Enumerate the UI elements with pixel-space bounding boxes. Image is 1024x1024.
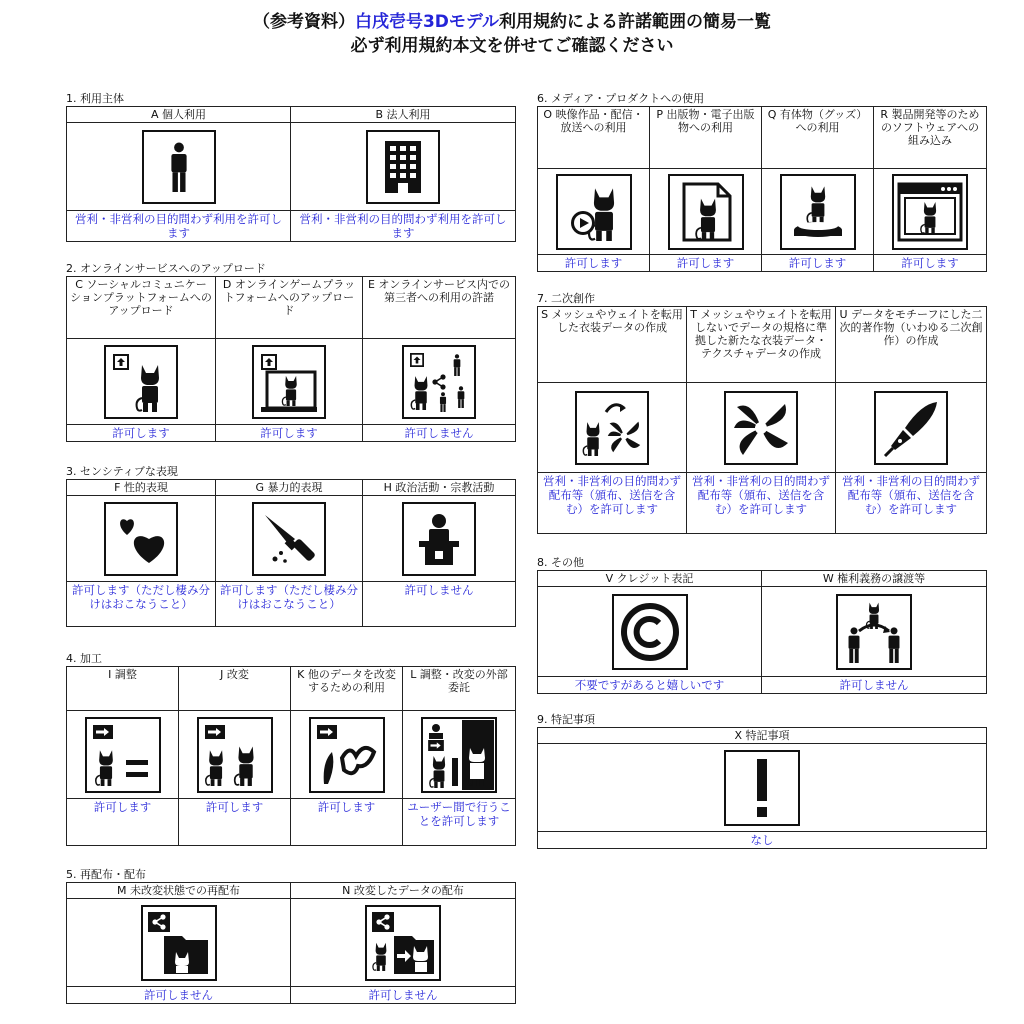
title-line-1	[0, 10, 1024, 34]
section-table	[66, 276, 516, 442]
cell-status: 許可します	[901, 256, 959, 270]
cell-f	[67, 480, 216, 626]
section-title: 9. 特記事項	[537, 713, 595, 726]
cell-r	[874, 107, 986, 271]
section-8	[537, 556, 987, 694]
cell-head: I 調整	[67, 667, 178, 711]
cell-head: N 改変したデータの配布	[291, 883, 515, 899]
cell-status: 許可します（ただし棲み分けはおこなうこと）	[220, 583, 358, 611]
cell-status: 許可しません	[404, 583, 474, 597]
cell-n	[291, 883, 515, 1003]
cell-status: ユーザー間で行うことを許可します	[407, 800, 511, 828]
parts-icon	[309, 717, 385, 793]
cell-k	[291, 667, 403, 845]
section-table	[66, 479, 516, 627]
cell-e	[363, 277, 515, 441]
cell-head: D オンラインゲームプラットフォームへのアップロード	[216, 277, 362, 339]
cell-status: 許可します	[93, 800, 152, 814]
share-users-icon	[402, 345, 476, 419]
cell-o	[538, 107, 650, 271]
cell-head: W 権利義務の譲渡等	[762, 571, 986, 587]
cell-head: X 特記事項	[538, 728, 986, 744]
section-6	[537, 92, 987, 272]
cell-status: 許可します	[676, 256, 735, 270]
person-icon	[142, 130, 216, 204]
title-line-2: 必ず利用規約本文を併せてご確認ください	[350, 36, 674, 56]
cell-status: 許可しません	[144, 988, 213, 1002]
cell-head: U データをモチーフにした二次的著作物（いわゆる二次創作）の作成	[836, 307, 986, 383]
section-table	[537, 306, 987, 534]
transfer-rights-icon	[836, 594, 912, 670]
cell-head: Q 有体物（グッズ）への利用	[762, 107, 873, 169]
cell-t	[687, 307, 836, 533]
cell-b	[291, 107, 515, 241]
section-title: 2. オンラインサービスへのアップロード	[66, 262, 266, 275]
cell-head: T メッシュやウェイトを転用しないでデータの規格に準拠した新たな衣装データ・テクスチャデータの作成	[687, 307, 835, 383]
cell-head: C ソーシャルコミュニケーションプラットフォームへのアップロード	[67, 277, 215, 339]
section-table	[537, 570, 987, 694]
cell-j	[179, 667, 291, 845]
distribute-modified-icon	[365, 905, 441, 981]
cell-v	[538, 571, 762, 693]
cell-status: 許可します	[260, 426, 318, 440]
cell-status: 許可します	[564, 256, 623, 270]
section-title: 7. 二次創作	[537, 292, 595, 305]
costume-icon	[724, 391, 798, 465]
costume-transfer-icon	[575, 391, 649, 465]
section-title: 8. その他	[537, 556, 584, 569]
video-icon	[556, 174, 632, 250]
cell-status: 許可します	[205, 800, 264, 814]
cell-status: 許可します	[788, 256, 847, 270]
section-title: 3. センシティブな表現	[66, 465, 178, 478]
cell-head: O 映像作品・配信・放送への利用	[538, 107, 649, 169]
title-rest: 利用規約による許諾範囲の簡易一覧	[499, 12, 772, 32]
cell-status: 営利・非営利の目的問わず配布等（頒布、送信を含む）を許可します	[543, 474, 681, 516]
cell-head: J 改変	[179, 667, 290, 711]
cell-head: H 政治活動・宗教活動	[363, 480, 515, 496]
page-title	[0, 10, 1024, 58]
redistribute-icon	[141, 905, 217, 981]
cell-u	[836, 307, 986, 533]
cell-head: G 暴力的表現	[216, 480, 362, 496]
document-icon	[668, 174, 744, 250]
cell-m	[67, 883, 291, 1003]
cell-status: 営利・非営利の目的問わず配布等（頒布、送信を含む）を許可します	[842, 474, 980, 516]
cell-i	[67, 667, 179, 845]
title-paren: （参考資料）	[252, 12, 355, 32]
cell-head: V クレジット表記	[538, 571, 761, 587]
section-4	[66, 652, 516, 846]
adjust-icon	[85, 717, 161, 793]
cell-status: 営利・非営利の目的問わず利用を許可します	[75, 212, 282, 240]
section-title: 4. 加工	[66, 652, 102, 665]
software-window-icon	[892, 174, 968, 250]
cell-head: K 他のデータを改変するための利用	[291, 667, 402, 711]
section-table	[537, 727, 987, 849]
section-2	[66, 262, 516, 442]
cell-d	[216, 277, 363, 441]
cell-w	[762, 571, 986, 693]
exclamation-icon	[724, 750, 800, 826]
cell-status: 不要ですがあると嬉しいです	[574, 678, 725, 692]
section-table	[66, 882, 516, 1004]
cell-status: 営利・非営利の目的問わず利用を許可します	[299, 212, 507, 240]
cell-c	[67, 277, 216, 441]
cell-x	[538, 728, 986, 848]
copyright-icon	[612, 594, 688, 670]
cell-s	[538, 307, 687, 533]
cell-status: なし	[750, 833, 774, 847]
modify-icon	[197, 717, 273, 793]
cell-h	[363, 480, 515, 626]
cell-head: L 調整・改変の外部委託	[403, 667, 515, 711]
cell-status: 許可しません	[404, 426, 474, 440]
cell-status: 許可しません	[368, 988, 438, 1002]
title-model-name: 白戌壱号3Dモデル	[354, 12, 500, 32]
hearts-icon	[104, 502, 178, 576]
cell-a	[67, 107, 291, 241]
section-title: 1. 利用主体	[66, 92, 124, 105]
podium-icon	[402, 502, 476, 576]
cell-status: 許可します	[317, 800, 376, 814]
figure-icon	[780, 174, 856, 250]
section-table	[66, 106, 516, 242]
cell-status: 許可しません	[839, 678, 909, 692]
cell-status: 許可します	[112, 426, 170, 440]
section-1	[66, 92, 516, 242]
section-9	[537, 713, 987, 849]
cell-head: R 製品開発等のためのソフトウェアへの組み込み	[874, 107, 986, 169]
cell-head: B 法人利用	[291, 107, 515, 123]
section-title: 5. 再配布・配布	[66, 868, 146, 881]
section-table	[537, 106, 987, 272]
game-upload-icon	[252, 345, 326, 419]
social-upload-icon	[104, 345, 178, 419]
section-5	[66, 868, 516, 1004]
cell-status: 営利・非営利の目的問わず配布等（頒布、送信を含む）を許可します	[692, 474, 830, 516]
cell-l	[403, 667, 515, 845]
section-3	[66, 465, 516, 627]
section-table	[66, 666, 516, 846]
cell-head: E オンラインサービス内での第三者への利用の許諾	[363, 277, 515, 339]
building-icon	[366, 130, 440, 204]
outsource-icon	[421, 717, 497, 793]
section-title: 6. メディア・プロダクトへの使用	[537, 92, 705, 105]
knife-icon	[252, 502, 326, 576]
cell-head: M 未改変状態での再配布	[67, 883, 290, 899]
cell-p	[650, 107, 762, 271]
pen-nib-icon	[874, 391, 948, 465]
cell-head: S メッシュやウェイトを転用した衣装データの作成	[538, 307, 686, 383]
section-7	[537, 292, 987, 534]
cell-status: 許可します（ただし棲み分けはおこなうこと）	[72, 583, 210, 611]
cell-head: F 性的表現	[67, 480, 215, 496]
cell-q	[762, 107, 874, 271]
cell-head: A 個人利用	[67, 107, 290, 123]
cell-g	[216, 480, 363, 626]
cell-head: P 出版物・電子出版物への利用	[650, 107, 761, 169]
